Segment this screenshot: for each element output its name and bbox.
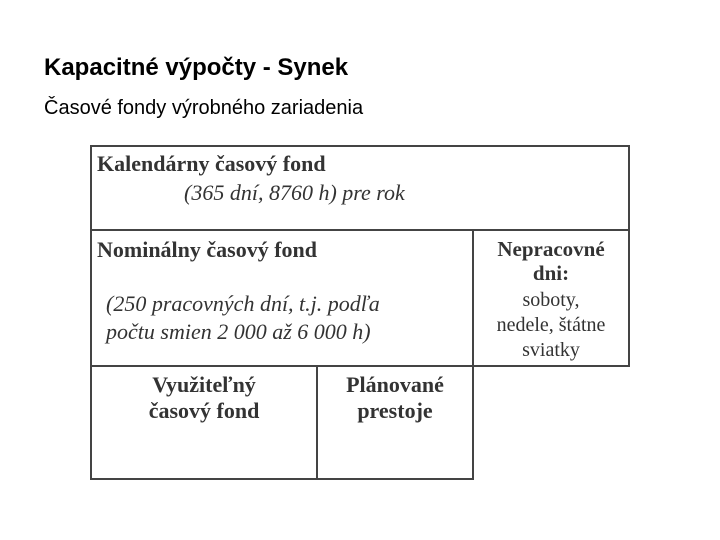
nonworking-days-box (472, 229, 630, 367)
usable-fund-label-line2: časový fond (148, 398, 260, 423)
planned-downtime-label-line1: Plánované (346, 372, 444, 397)
nonworking-days-detail-line2: nedele, štátne (496, 314, 606, 336)
nonworking-days-detail-line1: soboty, (522, 289, 580, 311)
calendar-fund-detail: (365 dní, 8760 h) pre rok (184, 180, 405, 205)
slide-subtitle: Časové fondy výrobného zariadenia (44, 97, 364, 119)
nominal-fund-label: Nominálny časový fond (97, 237, 318, 262)
planned-downtime-label-line2: prestoje (357, 398, 433, 423)
nominal-fund-box (90, 229, 474, 367)
slide-title: Kapacitné výpočty - Synek (44, 54, 349, 81)
usable-fund-label-line1: Využiteľný (152, 372, 256, 397)
usable-fund-box (90, 365, 318, 480)
time-fund-diagram (90, 145, 630, 480)
nominal-fund-detail-line1: (250 pracovných dní, t.j. podľa (106, 291, 380, 316)
calendar-fund-box (90, 145, 630, 231)
nonworking-days-detail-line3: sviatky (522, 339, 580, 361)
nonworking-days-label-line1: Nepracovné (497, 237, 605, 261)
nonworking-days-label-line2: dni: (532, 261, 570, 285)
planned-downtime-box (316, 365, 474, 480)
nominal-fund-detail-line2: počtu smien 2 000 až 6 000 h) (106, 319, 371, 344)
calendar-fund-label: Kalendárny časový fond (97, 151, 326, 176)
